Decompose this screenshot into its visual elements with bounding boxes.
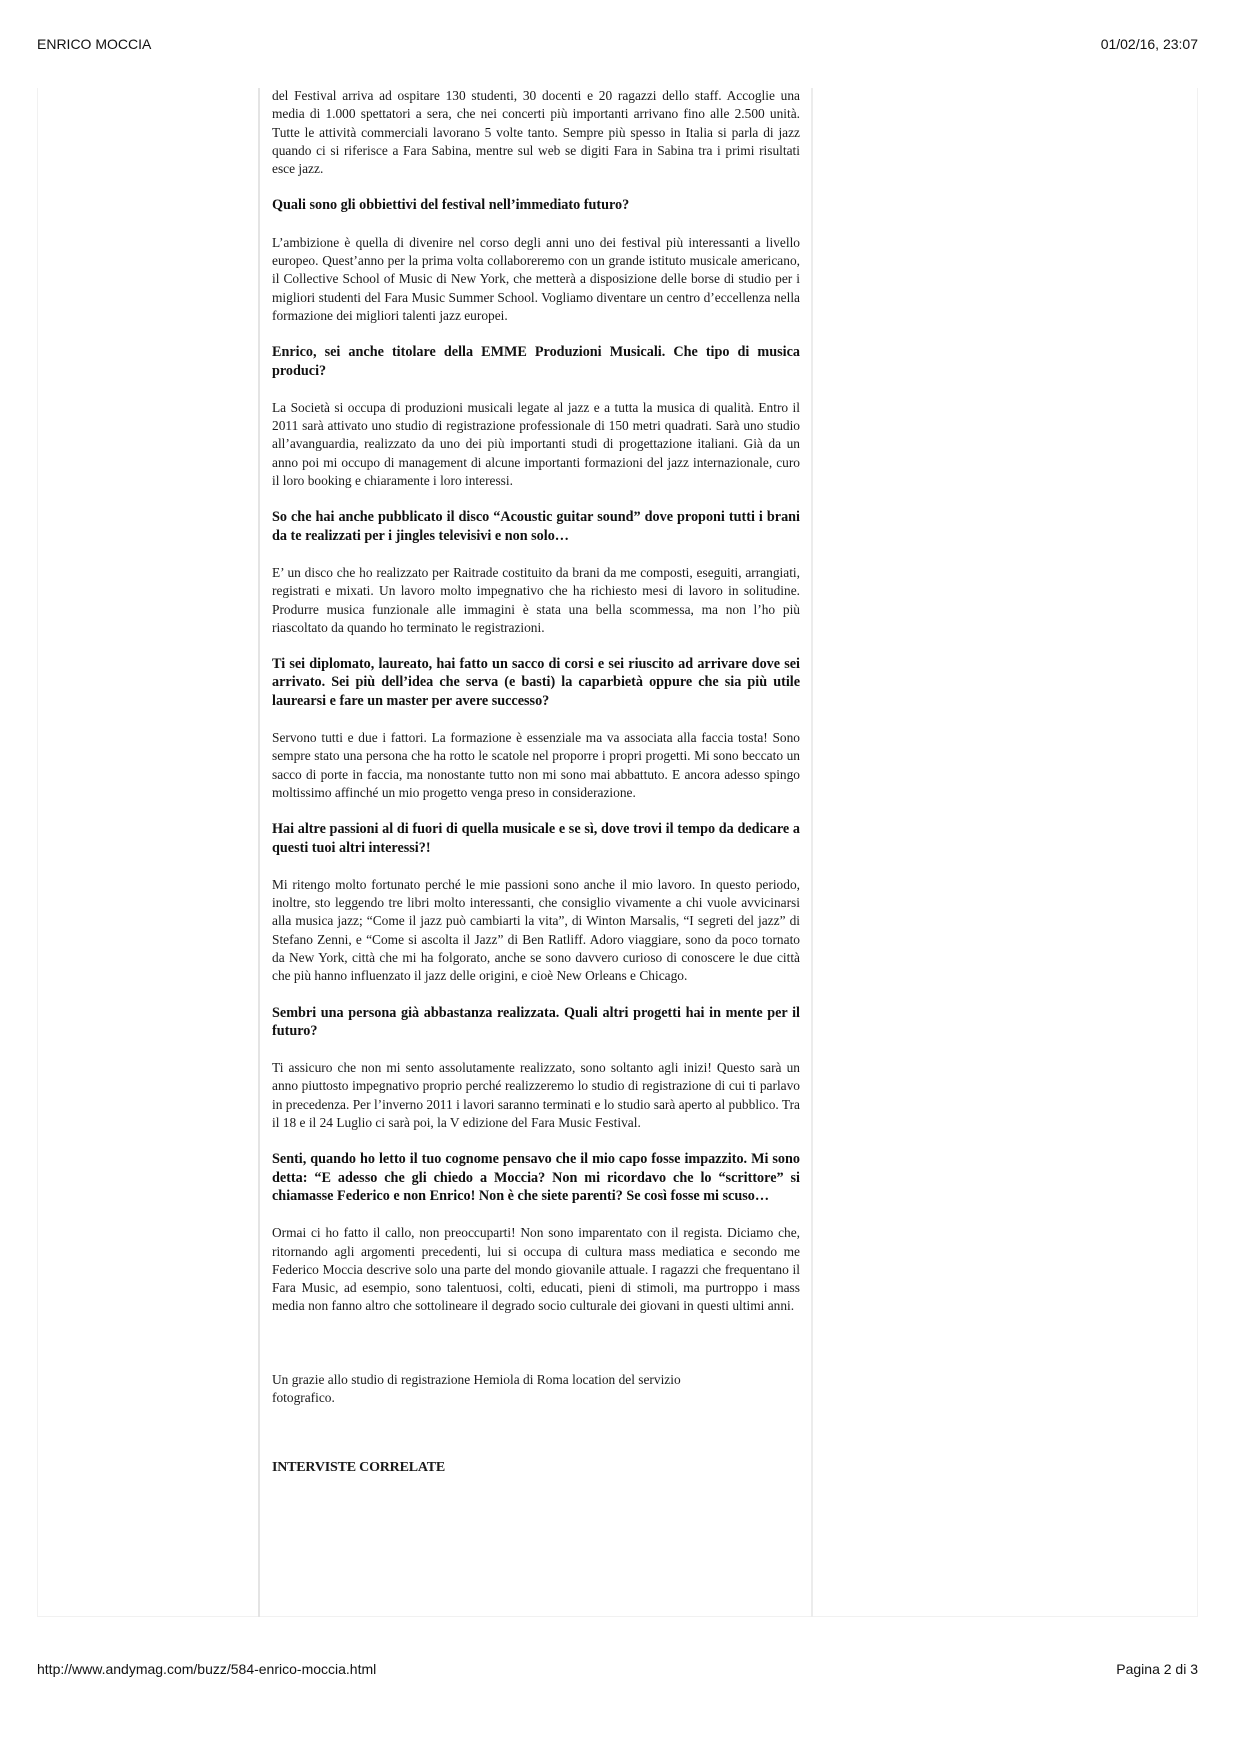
answer-paragraph: del Festival arriva ad ospitare 130 studenti, 30 docenti e 20 ragazzi dello staff. Accoglie una media di 1.000 spettatori a sera, che nei concerti più importanti arrivano fino alle 2.500 unità. Tutte le attività commerciali lavorano 5 volte tanto. Sempre più spesso in Italia si parla di jazz quando ci si riferisce a Fara Sabina, mentre sul web se digiti Fara in Sabina tra i primi risultati esce jazz. <box>272 88 800 177</box>
answer-paragraph: Mi ritengo molto fortunato perché le mie passioni sono anche il mio lavoro. In questo periodo, inoltre, sto leggendo tre libri molto interessanti, che consiglio vivamente a chi vuole avvicinarsi alla musica jazz; “Come il jazz può cambiarti la vita”, di Winton Marsalis, “I segreti del jazz” di Stefano Zenni, e “Come si ascolta il Jazz” di Ben Ratliff. Adoro viaggiare, sono da poco tornato da New York, città che mi ha folgorato, anche se sono davvero curioso di conoscere le due città che più hanno influenzato il jazz delle origini, e cioè New Orleans e Chicago. <box>272 876 800 984</box>
answer-paragraph: La Società si occupa di produzioni musicali legate al jazz e a tutta la musica di qualità. Entro il 2011 sarà attivato uno studio di registrazione professionale di 150 metri quadrati. Sarà uno studio all’avanguardia, realizzato da uno dei più importanti studi di progettazione italiani. Già da un anno poi mi occupo di management di alcune importanti formazioni del jazz internazionale, curo il loro booking e chiaramente i loro interessi. <box>272 399 800 489</box>
article-body <box>272 87 800 1496</box>
photo-credit: Un grazie allo studio di registrazione Hemiola di Roma location del servizio fotografico. <box>272 1371 681 1406</box>
answer-paragraph: Ti assicuro che non mi sento assolutamente realizzato, sono soltanto agli inizi! Questo sarà un anno piuttosto impegnativo proprio perché realizzeremo lo studio di registrazione di cui ti parlavo in precedenza. Per l’inverno 2011 i lavori saranno terminati e lo studio sarà aperto al pubblico. Tra il 18 e il 24 Luglio ci sarà poi, la V edizione del Fara Music Festival. <box>272 1060 800 1131</box>
page-url[interactable]: http://www.andymag.com/buzz/584-enrico-moccia.html <box>37 1661 377 1677</box>
related-interviews-heading: INTERVISTE CORRELATE <box>272 1460 446 1476</box>
interview-question: Sembri una persona già abbastanza realizzata. Quali altri progetti hai in mente per il futuro? <box>272 1004 800 1039</box>
interview-question: Hai altre passioni al di fuori di quella musicale e se sì, dove trovi il tempo da dedicare a questi tuoi altri interessi?! <box>272 821 800 856</box>
print-header <box>37 36 1198 52</box>
page-title: ENRICO MOCCIA <box>37 36 152 52</box>
answer-paragraph: Ormai ci ho fatto il callo, non preoccuparti! Non sono imparentato con il regista. Diciamo che, ritornando agli argomenti precedenti, lui si occupa di cultura mass mediatica e secondo me Federico Moccia descrive solo una parte del mondo giovanile attuale. I ragazzi che frequentano il Fara Music, ad esempio, sono talentuosi, colti, educati, pieni di stimoli, ma purtroppo i mass media non fanno altro che sottolineare il degrado socio culturale dei giovani in questi ultimi anni. <box>272 1225 800 1314</box>
answer-paragraph: L’ambizione è quella di divenire nel corso degli anni uno dei festival più interessanti a livello europeo. Quest’anno per la prima volta collaboreremo con un grande istituto musicale americano, il Collective School of Music di New York, che metterà a disposizione delle borse di studio per i migliori studenti del Fara Music Summer School. Vogliamo diventare un centro d’eccellenza nella formazione dei migliori talenti jazz europei. <box>272 234 800 323</box>
interview-question: Quali sono gli obbiettivi del festival nell’immediato futuro? <box>272 197 630 214</box>
print-datetime: 01/02/16, 23:07 <box>1100 36 1198 52</box>
interview-question: Ti sei diplomato, laureato, hai fatto un sacco di corsi e sei riuscito ad arrivare dove sei arrivato. Sei più dell’idea che serva (e basti) la caparbietà oppure che sia più utile laurearsi e fare un master per avere successo? <box>272 656 800 709</box>
column-divider-left <box>258 88 260 1617</box>
print-footer <box>37 1661 1198 1677</box>
page-number: Pagina 2 di 3 <box>1116 1661 1198 1677</box>
interview-question: So che hai anche pubblicato il disco “Acoustic guitar sound” dove proponi tutti i brani da te realizzati per i jingles televisivi e non solo… <box>272 509 800 544</box>
answer-paragraph: Servono tutti e due i fattori. La formazione è essenziale ma va associata alla faccia tosta! Sono sempre stato una persona che ha rotto le scatole nel proporre i propri progetti. Mi sono beccato un sacco di porte in faccia, ma nonostante tutto non mi sono mai abbattuto. E ancora adesso spingo moltissimo affinché un mio progetto venga preso in considerazione. <box>272 730 800 800</box>
interview-question: Enrico, sei anche titolare della EMME Produzioni Musicali. Che tipo di musica produci? <box>272 344 800 379</box>
column-divider-right <box>811 88 813 1617</box>
interview-question: Senti, quando ho letto il tuo cognome pensavo che il mio capo fosse impazzito. Mi sono detta: “E adesso che gli chiedo a Moccia? Non mi ricordavo che lo “scrittore” si chiamasse Federico e non Enrico! Non è che siete parenti? Se così fosse mi scuso… <box>272 1151 800 1204</box>
answer-paragraph: E’ un disco che ho realizzato per Raitrade costituito da brani da me composti, eseguiti, arrangiati, registrati e mixati. Un lavoro molto impegnativo che ha richiesto mesi di lavoro in solitudine. Produrre musica funzionale alle immagini è stata una bella scommessa, ma non l’ho più riascoltato da quando ho terminato le registrazioni. <box>272 564 800 635</box>
